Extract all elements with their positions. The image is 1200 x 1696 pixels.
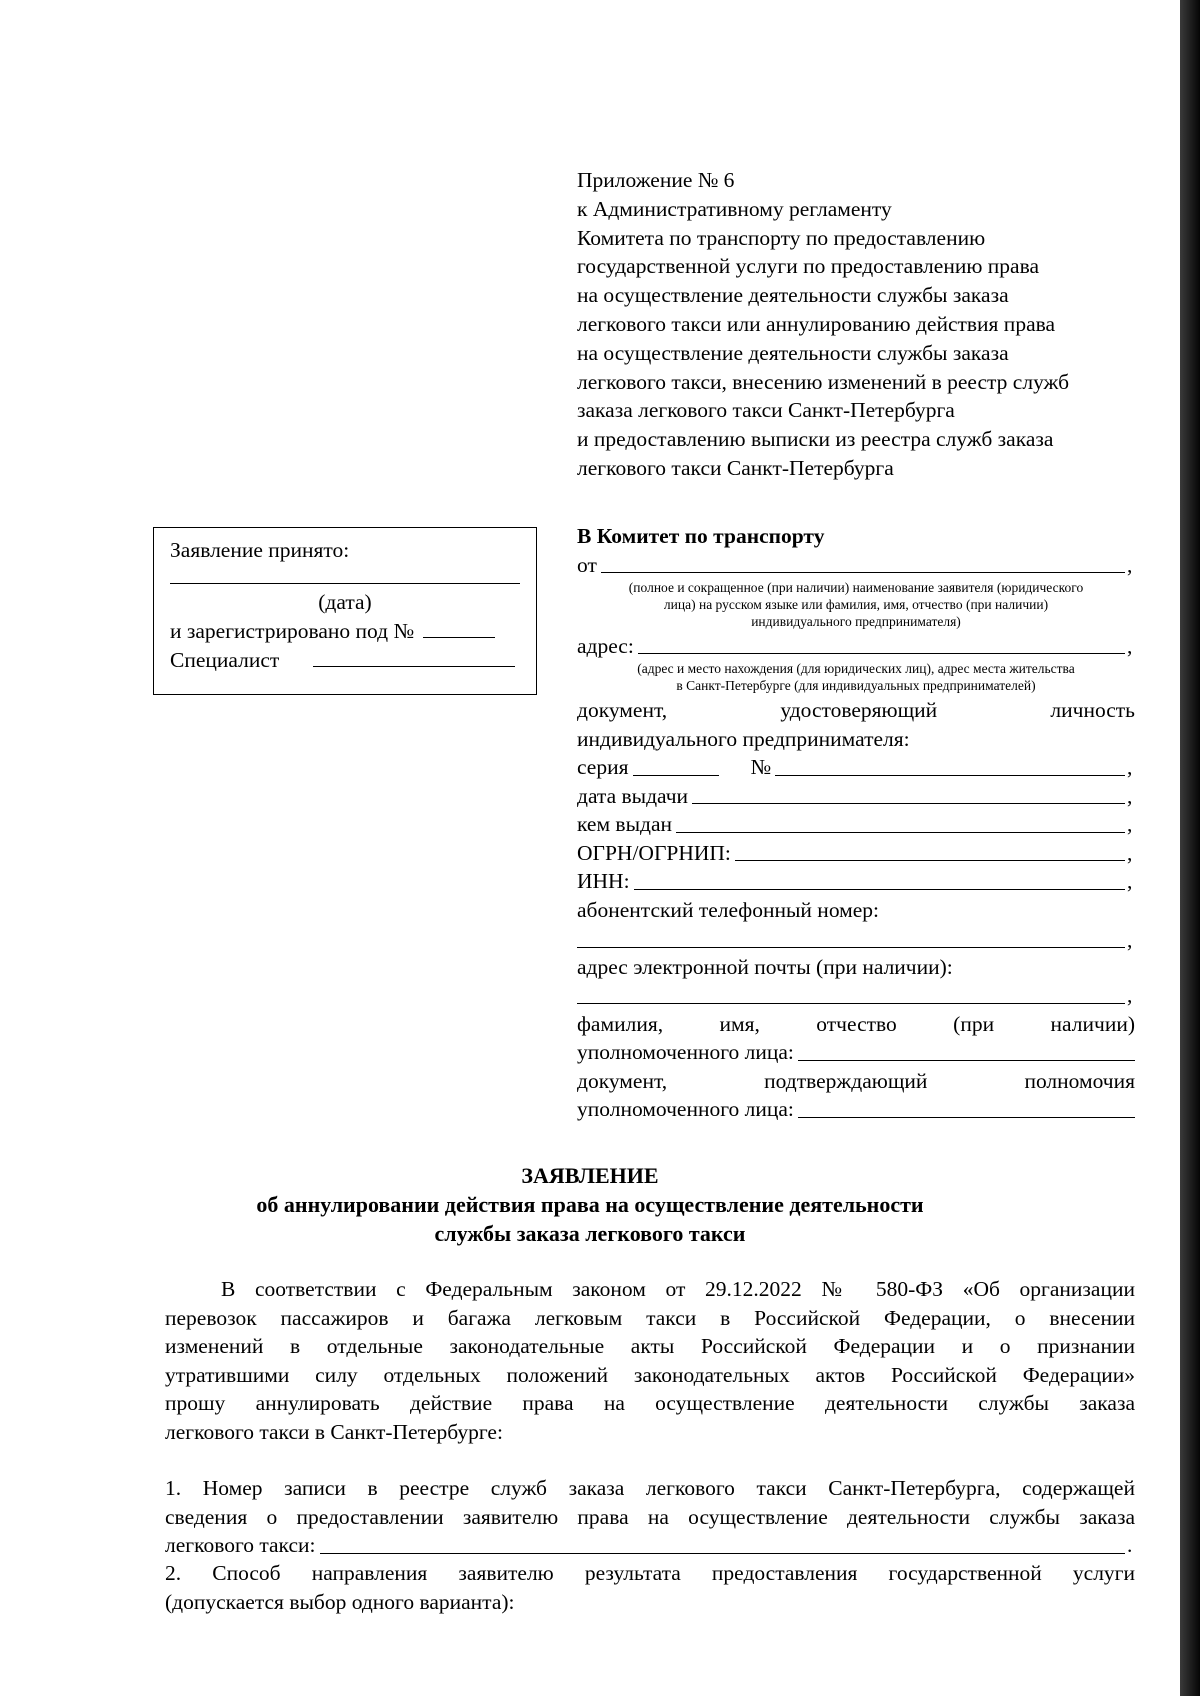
from-note-line: (полное и сокращенное (при наличии) наименование заявителя (юридического bbox=[628, 580, 1084, 595]
statement-subheading: службы заказа легкового такси bbox=[434, 1221, 746, 1246]
address-field[interactable] bbox=[638, 652, 1125, 654]
appendix-line: Приложение № 6 bbox=[577, 168, 735, 192]
phone-label-row bbox=[577, 896, 1135, 925]
rep-name-label: уполномоченного лица: bbox=[577, 1040, 794, 1064]
id-doc-line1: документ, удостоверяющий личность bbox=[577, 698, 1135, 722]
addressee bbox=[577, 522, 1135, 551]
appendix-line: на осуществление деятельности службы заказа bbox=[577, 283, 1009, 308]
statement-heading: ЗАЯВЛЕНИЕ bbox=[521, 1163, 659, 1188]
series-row bbox=[577, 753, 1135, 782]
applicant-form bbox=[577, 522, 1135, 1124]
address-row bbox=[577, 630, 1135, 660]
inn-row bbox=[577, 867, 1135, 896]
rep-name-line1: фамилия, имя, отчество (при наличии) bbox=[577, 1011, 1135, 1036]
from-field[interactable] bbox=[601, 571, 1125, 573]
stamp-specialist-label: Специалист bbox=[170, 648, 280, 672]
rep-doc-field[interactable] bbox=[798, 1116, 1135, 1118]
inn-label: ИНН: bbox=[577, 869, 630, 893]
item-line: сведения о предоставлении заявителю права на осуществление деятельности службы заказа bbox=[165, 1504, 1135, 1529]
paragraph-line: прошу аннулировать действие права на осуществление деятельности службы заказа bbox=[165, 1391, 1135, 1415]
from-row bbox=[577, 551, 1135, 580]
comma: , bbox=[1127, 840, 1133, 865]
comma: , bbox=[1127, 869, 1133, 893]
addressee-text: В Комитет по транспорту bbox=[577, 524, 825, 548]
stamp-accepted: Заявление принято: bbox=[170, 538, 350, 562]
stamp-registered-label: и зарегистрировано под № bbox=[170, 619, 414, 643]
statement-paragraph bbox=[165, 1275, 1135, 1446]
address-note-line: в Санкт-Петербурге (для индивидуальных предпринимателей) bbox=[676, 678, 1036, 693]
from-note-line: лица) на русском языке или фамилия, имя, отчество (при наличии) bbox=[663, 597, 1049, 612]
comma: , bbox=[1127, 812, 1133, 836]
rep-doc-row bbox=[577, 1095, 1135, 1124]
registration-number-field[interactable] bbox=[423, 619, 495, 638]
number-label: № bbox=[750, 755, 772, 779]
item-line: 2. Способ направления заявителю результата предоставления государственной услуги bbox=[165, 1561, 1135, 1585]
item-line: легкового такси: bbox=[165, 1533, 316, 1557]
record-number-row bbox=[165, 1531, 1135, 1560]
appendix-line: государственной услуги по предоставлению права bbox=[577, 254, 1039, 279]
from-note-line: индивидуального предпринимателя) bbox=[751, 614, 961, 629]
appendix-line: легкового такси, внесению изменений в реестр служб bbox=[577, 369, 1070, 394]
record-number-field[interactable] bbox=[320, 1552, 1126, 1554]
statement-subheading: об аннулировании действия права на осуществление деятельности bbox=[256, 1192, 924, 1217]
comma: , bbox=[1127, 927, 1133, 952]
item-1 bbox=[165, 1474, 1135, 1560]
date-field-line[interactable] bbox=[170, 565, 520, 584]
stamp-date-row bbox=[170, 565, 536, 594]
paragraph-line: изменений в отдельные законодательные акты Российской Федерации и о признании bbox=[165, 1334, 1135, 1358]
issued-by-row bbox=[577, 810, 1135, 839]
issued-by-label: кем выдан bbox=[577, 812, 673, 836]
inn-field[interactable] bbox=[634, 888, 1125, 890]
id-doc-line2: индивидуального предпринимателя: bbox=[577, 726, 910, 751]
phone-row bbox=[577, 924, 1135, 954]
paragraph-line: легкового такси в Санкт-Петербурге: bbox=[165, 1419, 503, 1444]
item-2 bbox=[165, 1559, 1135, 1616]
appendix-header bbox=[577, 166, 1147, 483]
appendix-line: легкового такси или аннулированию действия права bbox=[577, 311, 1056, 336]
email-field[interactable] bbox=[577, 1002, 1125, 1004]
number-field[interactable] bbox=[775, 774, 1125, 776]
address-label: адрес: bbox=[577, 633, 634, 658]
rep-doc-line1: документ, подтверждающий полномочия bbox=[577, 1068, 1135, 1093]
from-label: от bbox=[577, 552, 597, 577]
rep-name-field[interactable] bbox=[798, 1059, 1135, 1061]
comma: , bbox=[1127, 983, 1133, 1007]
issue-date-row bbox=[577, 782, 1135, 811]
scan-dark-edge bbox=[1180, 0, 1200, 1696]
phone-label: абонентский телефонный номер: bbox=[577, 897, 880, 922]
email-label: адрес электронной почты (при наличии): bbox=[577, 954, 953, 979]
address-note-line: (адрес и место нахождения (для юридических лиц), адрес места жительства bbox=[637, 661, 1075, 676]
specialist-field[interactable] bbox=[313, 648, 515, 667]
comma: , bbox=[1127, 783, 1133, 808]
email-row bbox=[577, 981, 1135, 1010]
comma: , bbox=[1127, 552, 1133, 577]
rep-doc-label: уполномоченного лица: bbox=[577, 1097, 794, 1121]
appendix-line: и предоставлению выписки из реестра служб заказа bbox=[577, 427, 1054, 452]
ogrn-label: ОГРН/ОГРНИП: bbox=[577, 840, 731, 865]
stamp-date-label: (дата) bbox=[318, 590, 372, 614]
phone-field[interactable] bbox=[577, 946, 1125, 948]
appendix-line: заказа легкового такси Санкт-Петербурга bbox=[577, 398, 955, 423]
comma: , bbox=[1127, 633, 1133, 658]
paragraph-line: В соответствии с Федеральным законом от 29.12.2022 № 580-ФЗ «Об организации bbox=[221, 1277, 1135, 1301]
comma: , bbox=[1127, 755, 1133, 779]
issue-date-field[interactable] bbox=[692, 802, 1125, 804]
email-label-row bbox=[577, 954, 1135, 981]
appendix-line: легкового такси Санкт-Петербурга bbox=[577, 455, 894, 480]
appendix-line: к Административному регламенту bbox=[577, 196, 892, 221]
issue-date-label: дата выдачи bbox=[577, 783, 689, 808]
registration-box bbox=[153, 527, 537, 695]
series-field[interactable] bbox=[633, 774, 719, 776]
rep-name-row bbox=[577, 1038, 1135, 1067]
stamp-registered-row bbox=[170, 617, 536, 646]
stamp-specialist-row bbox=[170, 646, 536, 675]
period: . bbox=[1127, 1533, 1133, 1557]
paragraph-line: перевозок пассажиров и багажа легковым такси в Российской Федерации, о внесении bbox=[165, 1305, 1135, 1330]
paragraph-line: утратившими силу отдельных положений законодательных актов Российской Федерации» bbox=[165, 1362, 1135, 1387]
appendix-line: на осуществление деятельности службы заказа bbox=[577, 340, 1009, 365]
item-line: 1. Номер записи в реестре служб заказа легкового такси Санкт-Петербурга, содержащей bbox=[165, 1476, 1135, 1500]
item-line: (допускается выбор одного варианта): bbox=[165, 1589, 515, 1614]
issued-by-field[interactable] bbox=[676, 831, 1125, 833]
ogrn-row bbox=[577, 839, 1135, 868]
series-label: серия bbox=[577, 755, 629, 779]
appendix-line: Комитета по транспорту по предоставлению bbox=[577, 225, 986, 250]
ogrn-field[interactable] bbox=[735, 859, 1125, 861]
